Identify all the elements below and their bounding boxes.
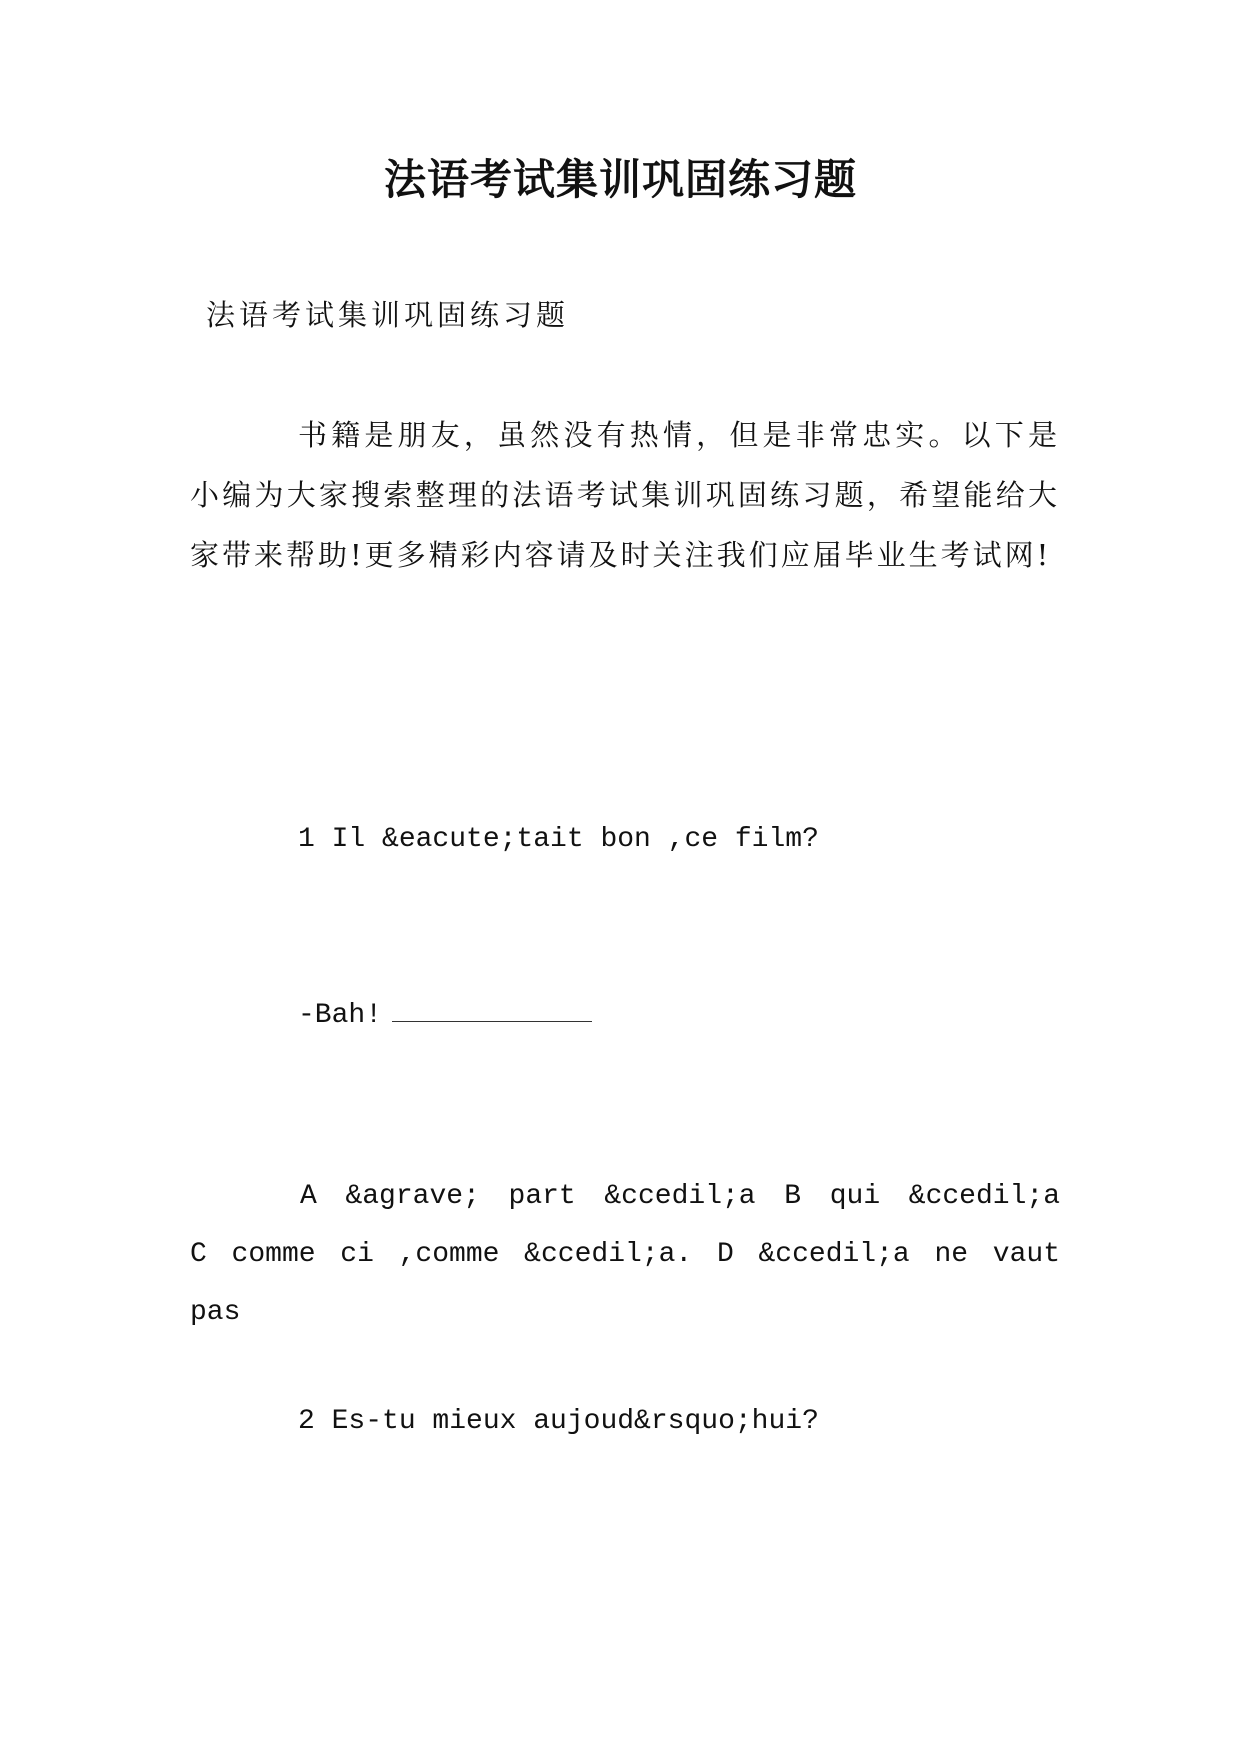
question-1-options: A &agrave; part &ccedil;a B qui &ccedil;a C comme ci ,comme &ccedil;a. D &ccedil;a ne vaut pas bbox=[190, 1181, 1060, 1328]
question-2-prompt: 2 Es-tu mieux aujoud&rsquo;hui? bbox=[298, 1406, 819, 1437]
document-subtitle: 法语考试集训巩固练习题 bbox=[206, 298, 570, 332]
answer-blank bbox=[392, 995, 592, 1022]
reply-text: -Bah! bbox=[298, 1000, 383, 1031]
page-title: 法语考试集训巩固练习题 bbox=[383, 155, 857, 204]
question-1-prompt: 1 Il &eacute;tait bon ,ce film? bbox=[298, 824, 819, 855]
question-1-reply bbox=[298, 995, 592, 1036]
intro-paragraph: 书籍是朋友，虽然没有热情，但是非常忠实。以下是小编为大家搜索整理的法语考试集训巩固练习题，希望能给大家带来帮助!更多精彩内容请及时关注我们应届毕业生考试网! bbox=[190, 418, 1060, 572]
